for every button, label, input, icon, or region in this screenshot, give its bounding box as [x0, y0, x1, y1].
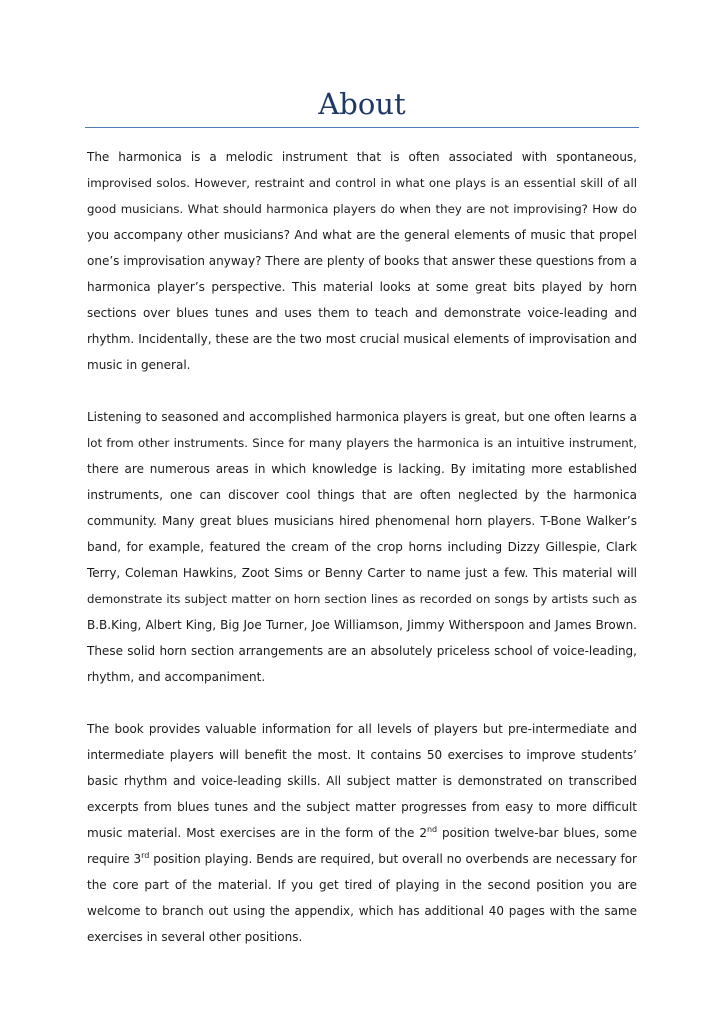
text-segment: require 3 [87, 852, 142, 866]
text-line: improvised solos. However, restraint and control in what one plays is an essential skill of all [87, 176, 637, 190]
text-line: intermediate players will benefit the most. It contains 50 exercises to improve students’ [87, 748, 637, 762]
ordinal-superscript: nd [426, 825, 438, 834]
ordinal-superscript: rd [141, 851, 150, 860]
text-line: one’s improvisation anyway? There are plenty of books that answer these questions from a [87, 254, 637, 268]
text-line: Terry, Coleman Hawkins, Zoot Sims or Benny Carter to name just a few. This material will [87, 566, 637, 580]
body-text [87, 144, 637, 950]
text-line: These solid horn section arrangements are an absolutely priceless school of voice-leading, [87, 644, 637, 658]
text-line: excerpts from blues tunes and the subject matter progresses from easy to more difficult [87, 800, 637, 814]
text-line: harmonica player’s perspective. This material looks at some great bits played by horn [87, 280, 637, 294]
text-line: B.B.King, Albert King, Big Joe Turner, Joe Williamson, Jimmy Witherspoon and James Brown. [87, 618, 637, 632]
title-divider [85, 127, 639, 128]
text-segment: position twelve-bar blues, some [437, 826, 637, 840]
text-line: music in general. [87, 358, 191, 372]
text-line: the core part of the material. If you get tired of playing in the second position you are [87, 878, 637, 892]
text-line: welcome to branch out using the appendix, which has additional 40 pages with the same [87, 904, 637, 918]
paragraph-2 [87, 404, 637, 690]
text-line: rhythm. Incidentally, these are the two most crucial musical elements of improvisation and [87, 332, 637, 346]
text-line [87, 820, 637, 846]
paragraph-1 [87, 144, 637, 378]
text-line: band, for example, featured the cream of the crop horns including Dizzy Gillespie, Clark [87, 540, 637, 554]
text-line: The book provides valuable information for all levels of players but pre-intermediate and [87, 722, 637, 736]
text-line: basic rhythm and voice-leading skills. All subject matter is demonstrated on transcribed [87, 774, 637, 788]
text-line [87, 846, 637, 872]
text-line: rhythm, and accompaniment. [87, 670, 266, 684]
text-line: good musicians. What should harmonica players do when they are not improvising? How do [87, 202, 637, 216]
page-title: About [318, 87, 406, 121]
text-line: sections over blues tunes and uses them to teach and demonstrate voice-leading and [87, 306, 637, 320]
text-line: exercises in several other positions. [87, 930, 303, 944]
text-line: you accompany other musicians? And what are the general elements of music that propel [87, 228, 637, 242]
text-line: lot from other instruments. Since for many players the harmonica is an intuitive instrument, [87, 436, 637, 450]
text-segment: music material. Most exercises are in the form of the 2 [87, 826, 427, 840]
text-line: demonstrate its subject matter on horn section lines as recorded on songs by artists such as [87, 592, 637, 606]
text-line: The harmonica is a melodic instrument that is often associated with spontaneous, [87, 150, 637, 164]
paragraph-3 [87, 716, 637, 950]
text-line: there are numerous areas in which knowledge is lacking. By imitating more established [87, 462, 637, 476]
text-line: instruments, one can discover cool things that are often neglected by the harmonica [87, 488, 637, 502]
text-segment: position playing. Bends are required, but overall no overbends are necessary for [149, 852, 637, 866]
text-line: community. Many great blues musicians hired phenomenal horn players. T-Bone Walker’s [87, 514, 637, 528]
text-line: Listening to seasoned and accomplished harmonica players is great, but one often learns a [87, 410, 637, 424]
